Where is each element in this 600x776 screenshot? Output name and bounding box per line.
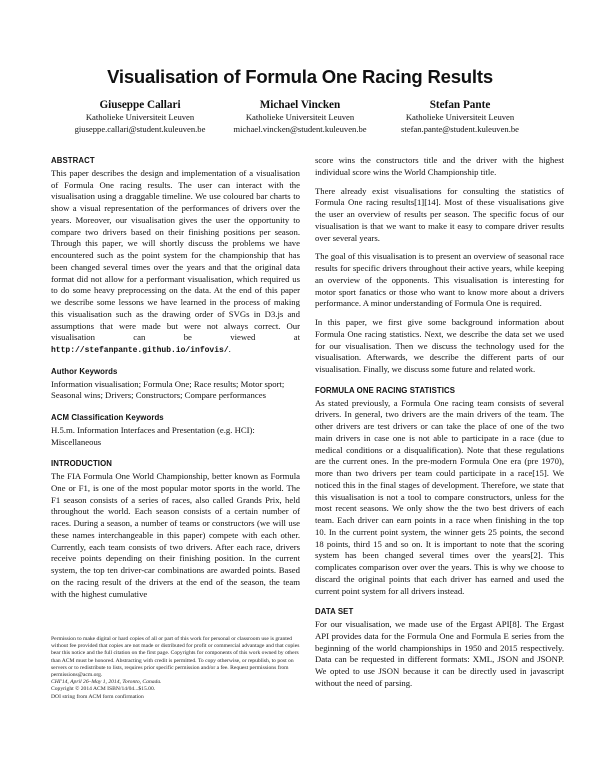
author-affiliation: Katholieke Universiteit Leuven: [405, 112, 515, 122]
abstract-body: This paper describes the design and implementation of a visualisation of Formula One racing results. The user can interact with the visualisation using a draggable timeline. We use coloured bar charts to show a visual representation of the performances of drivers over the years. Moreover, our visualisation gives the user the opportunity to compare two drivers based on their finishing positions per season. Through this paper, we will shortly discuss the problems we have encountered such as the point system for the championship that has been changed several times over the years and that the original data format did not allow for a performant visualisation, which required us to do some heavy preprocessing on the data. At the end of this paper we describe some lessons we have learned in the process of making this visualisation such as the drawing order of SVGs in D3.js and assumptions that were made but were not always correct. Our visualisation can be viewed at: [51, 167, 300, 343]
statistics-heading: FORMULA ONE RACING STATISTICS: [315, 385, 456, 395]
permission-notice: Permission to make digital or hard copies of all or part of this work for personal or classroom use is granted without fee provided that copies are not made or distributed for profit or commercial advantage and that copies bear this notice and the full citation on the first page. Copyrights for components of this work owned by others than ACM must be honored. Abstracting with credit is permitted. To copy otherwise, or republish, to post on servers or to redistribute to lists, requires prior specific permission and/or a fee. Request permissions from permissions@acm.org.: [51, 636, 300, 679]
copyright-line: Copyright © 2014 ACM ISBN/14/04...$15.00.: [51, 686, 156, 693]
author-email: michael.vincken@student.kuleuven.be: [233, 123, 367, 134]
author-keywords-heading: Author Keywords: [51, 366, 118, 376]
copyright-footnote: [51, 636, 300, 701]
author-keywords-text: Information visualisation; Formula One; Race results; Motor sport; Seasonal wins; Drivers; Constructors; Compare performances: [51, 378, 285, 401]
right-column: [315, 155, 564, 697]
author-block: [60, 98, 540, 135]
introduction-p2: There already exist visualisations for consulting the statistics of Formula One racing results[1][14]. Most of these visualisations give the user an overview of results per season. The specific focus of our visualisation is that we want to make it easy to compare driver results over several years.: [315, 185, 564, 243]
author-2: [220, 98, 380, 135]
author-affiliation: Katholieke Universiteit Leuven: [85, 112, 195, 122]
author-email: giuseppe.callari@student.kuleuven.be: [74, 123, 206, 134]
introduction-heading: INTRODUCTION: [51, 459, 112, 469]
author-name: Michael Vincken: [259, 99, 341, 111]
dataset-text: For our visualisation, we made use of the Ergast API[8]. The Ergast API provides data for the Formula One and Formula E series from the beginning of the world championships in 1950 and 2015 respectively. Data can be requested in different formats: XML, JSON and JSONP. We opted to use JSON because it can be directly used in javascript without the need of parsing.: [315, 619, 564, 688]
abstract-text: This paper describes the design and implementation of a visualisation of Formula One racing results. The user can interact with the visualisation using a draggable timeline. We use coloured bar charts to show a visual representation of the performances of drivers over the years. Moreover, our visualisation gives the user the opportunity to compare two drivers based on their finishing positions per season. Through this paper, we will shortly discuss the problems we have encountered such as the point system for the championship that has been changed several times over the years and that the original data format did not allow for a performant visualisation, which required us to do some heavy preprocessing on the data. At the end of this paper we describe some lessons we have learned in the process of making this visualisation such as the drawing order of SVGs in D3.js and assumptions that were made but were not always correct. Our visualisation can be viewed at http://stefanpante.github.io/infovis/.: [51, 167, 300, 355]
introduction-text: The FIA Formula One World Championship, better known as Formula One or F1, is one of the most popular motor sports in the world. The F1 season consists of a series of races, also called Grands Prix, held throughout the world. Each season consists of a certain number of races. During a season, a number of teams or constructors (we will use these names interchangeable in this paper) compete with each other. Currently, each team consists of two drivers. After each race, drivers receive points depending on their finishing position. In the current system, the top ten driver-car combinations are awarded points. Based on the racing result of the drivers at the end of the season, the team with the highest cumulative: [51, 471, 300, 599]
project-url[interactable]: http://stefanpante.github.io/infovis/: [51, 346, 229, 355]
author-email: stefan.pante@student.kuleuven.be: [401, 123, 519, 134]
paper-title: Visualisation of Formula One Racing Results: [107, 66, 493, 87]
conference-info: CHI'14, April 26–May 1, 2014, Toronto, Canada.: [51, 679, 162, 686]
doi-line: DOI string from ACM form confirmation: [51, 693, 144, 700]
author-1: [60, 98, 220, 135]
dataset-heading: DATA SET: [315, 607, 354, 617]
statistics-text: As stated previously, a Formula One racing team consists of several drivers. In general, two drivers are the main drivers of the team. The other drivers are test drivers or can take the place of one of the two main drivers in case one is not able to participate in a race (due to medical conditions or a disqualification). Note that these regulations are the current ones. In the pre-modern Formula One era (pre 1970), more than two drivers per team could participate in a race[15]. We noticed this in the final stages of development. Therefore, we state that this visualisation is not a tool to compare constructors, unless for the most recent seasons. We only show the the two best drivers of each team. Each driver can earn points in a race when finishing in the top 10. In the current point system, the winner gets 25 points, the second 18 points, third 15 and so on. It is important to note that the scoring system has been changed several times over the years[2]. This complicates comparison over over the years. This is why we choose to discard the original points that each driver has earned and used the current point system for all drivers instead.: [315, 397, 564, 596]
abstract-heading: ABSTRACT: [51, 156, 95, 165]
acm-text: H.5.m. Information Interfaces and Presentation (e.g. HCI): Miscellaneous: [51, 424, 255, 447]
introduction-p3: The goal of this visualisation is to present an overview of seasonal race results for specific drivers throughout their active years, while keeping an overview of the opponents. This visualisation is interesting for motor sport fanatics or those who want to know more about a drivers performance. A minor understanding of Formula One is required.: [315, 251, 564, 309]
author-3: [380, 98, 540, 135]
left-column: [51, 155, 300, 607]
introduction-p4: In this paper, we first give some background information about Formula One racing statistics. Next, we describe the data set we used for our visualisation. Then we discuss the technology used for the visualisation. Afterwards, we describe the different parts of our visualisation. Finally, we discuss some future and related work.: [315, 317, 564, 374]
author-name: Giuseppe Callari: [99, 99, 181, 111]
introduction-continued: score wins the constructors title and the driver with the highest individual score wins the World Championship title.: [315, 155, 564, 177]
acm-heading: ACM Classification Keywords: [51, 413, 164, 422]
author-affiliation: Katholieke Universiteit Leuven: [245, 112, 355, 122]
author-name: Stefan Pante: [429, 99, 491, 111]
